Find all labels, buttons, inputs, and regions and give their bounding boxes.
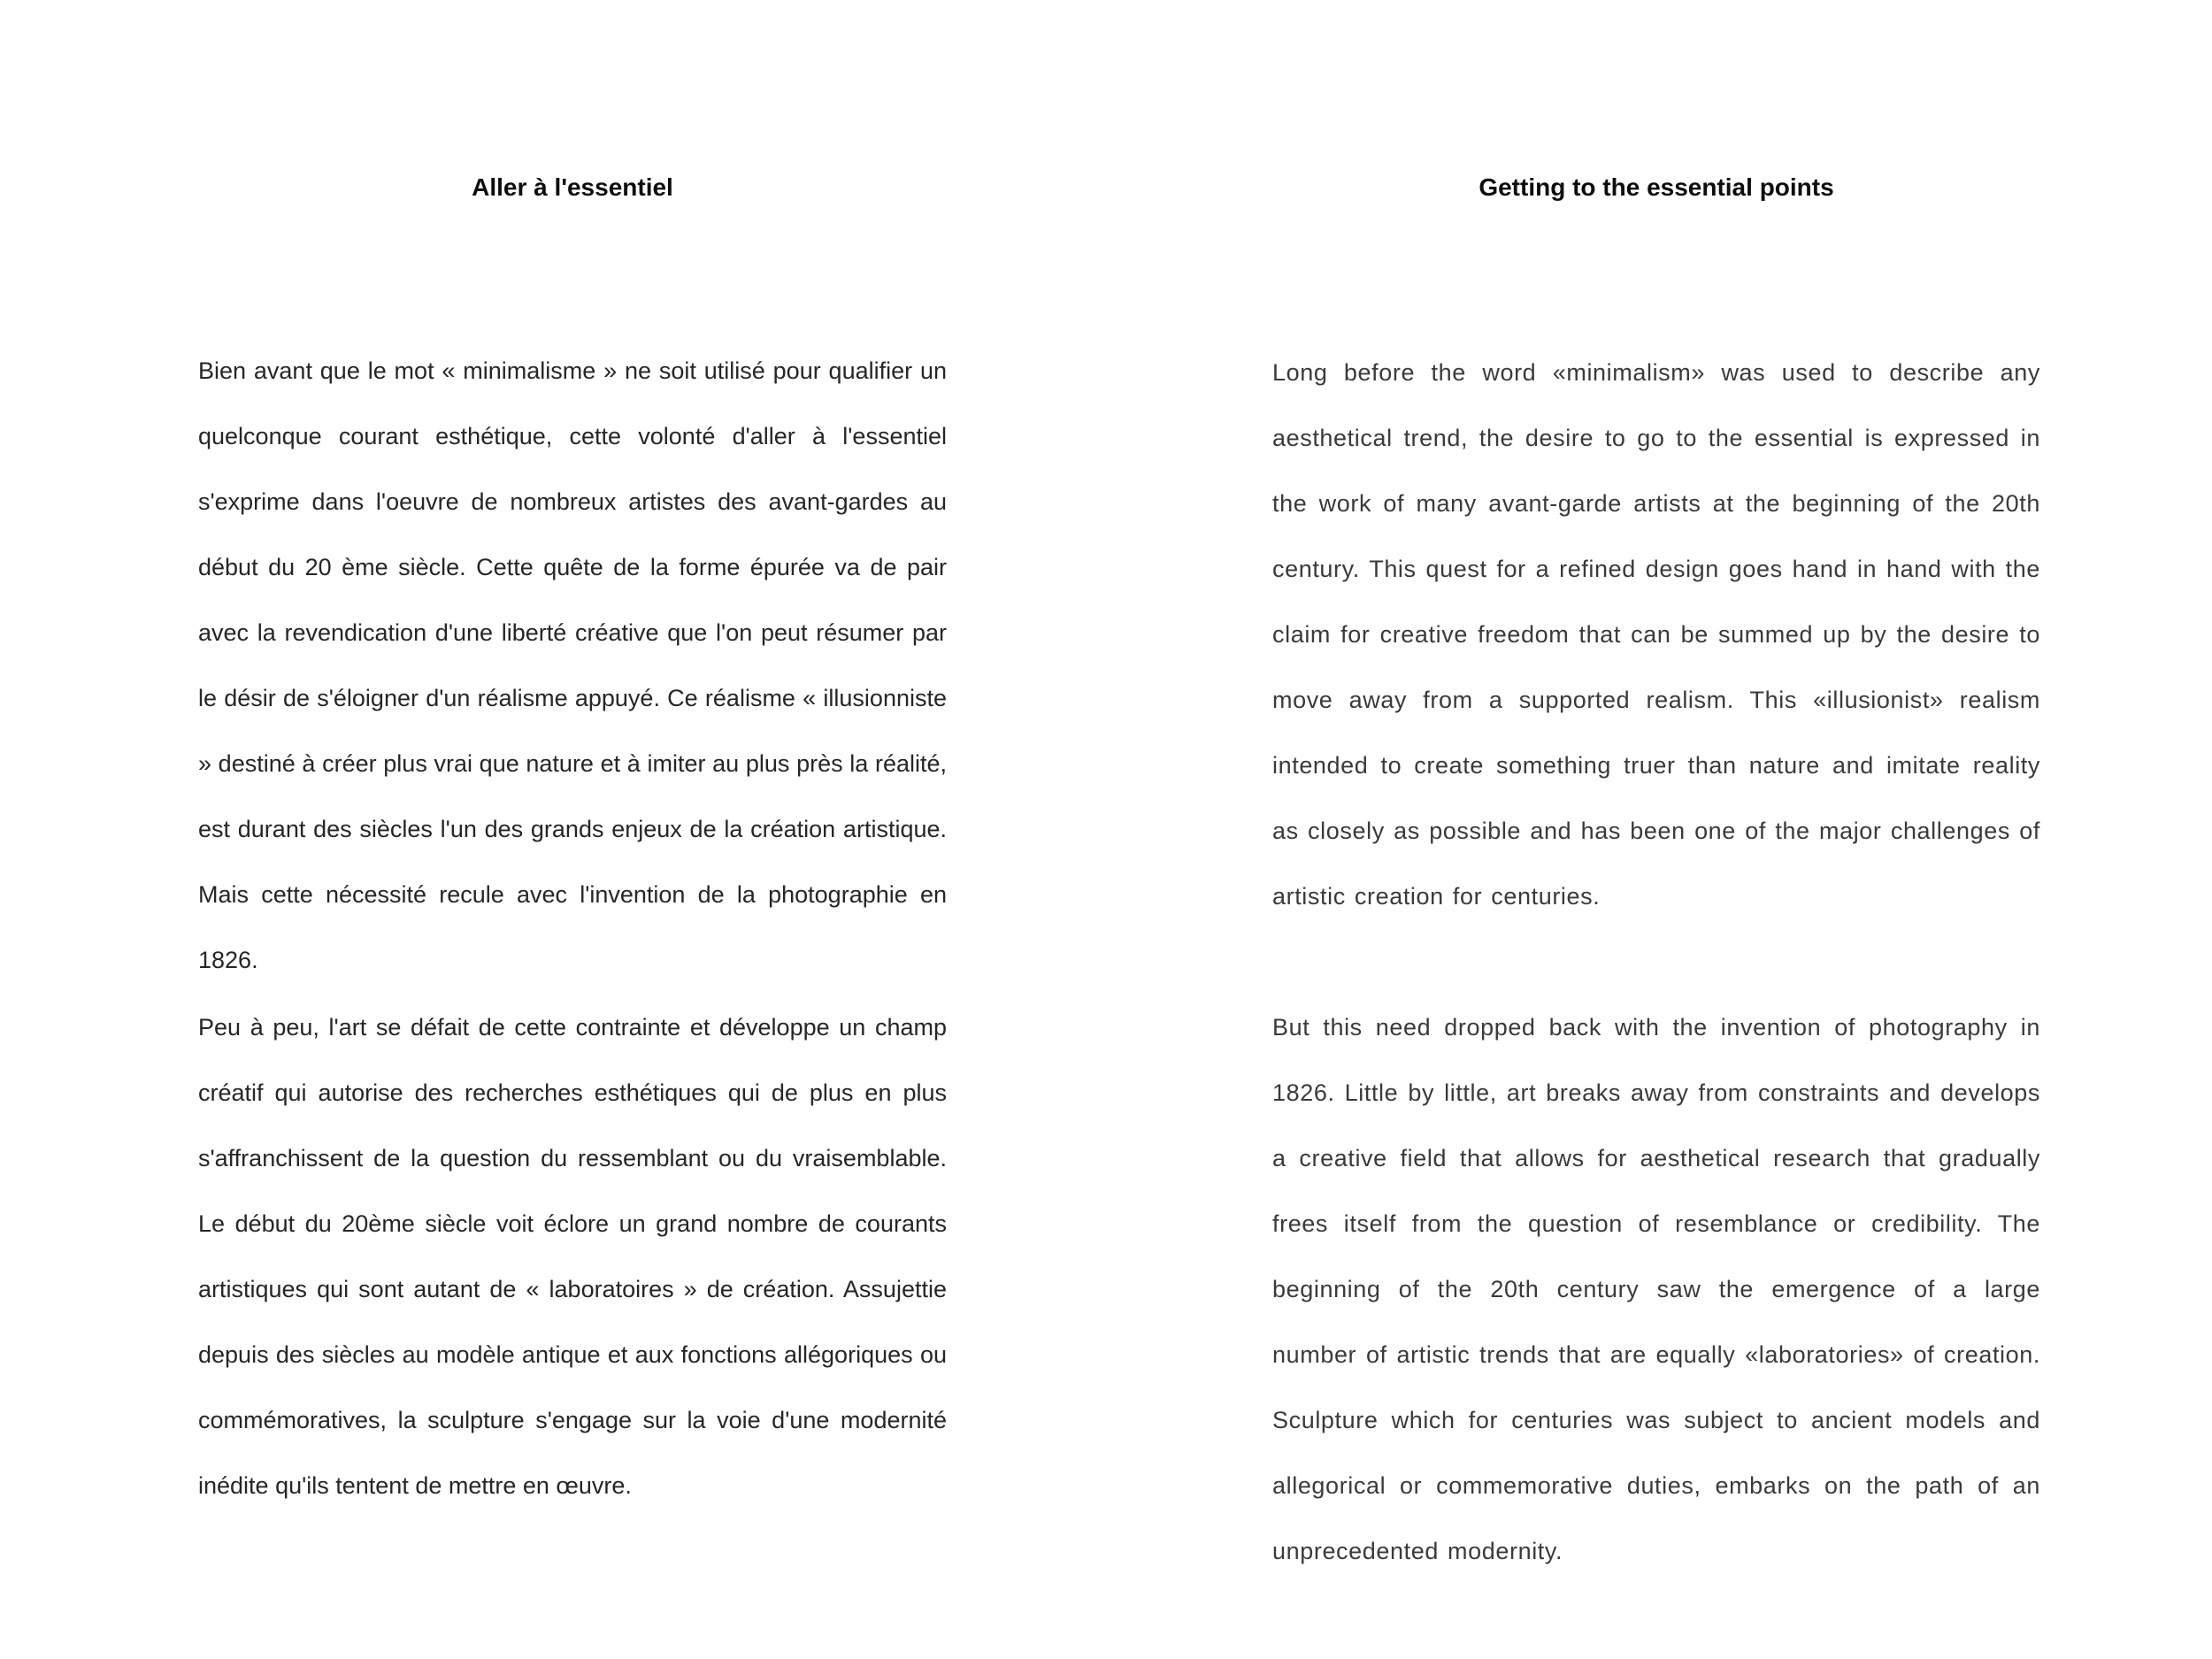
french-title: Aller à l'essentiel xyxy=(472,173,673,201)
english-title: Getting to the essential points xyxy=(1479,173,1834,201)
english-paragraph-1: Long before the word «minimalism» was used to describe any aesthetical trend, the desire to go to the essential is expressed in the work of many avant-garde artists at the beginning of the 20th century. This quest for a refined design goes hand in hand with the claim for creative freedom that can be summed up by the desire to move away from a supported realism. This «illusionist» realism intended to create something truer than nature and imitate reality as closely as possible and has been one of the major challenges of artistic creation for centuries. xyxy=(1272,359,2040,910)
french-paragraph-2: Peu à peu, l'art se défait de cette contrainte et développe un champ créatif qui autorise des recherches esthétiques qui de plus en plus s'affranchissent de la question du ressemblant ou du vraisemblable. Le début du 20ème siècle voit éclore un grand nombre de courants artistiques qui sont autant de « laboratoires » de création. Assujettie depuis des siècles au modèle antique et aux fonctions allégoriques ou commémoratives, la sculpture s'engage sur la voie d'une modernité inédite qu'ils tentent de mettre en œuvre. xyxy=(198,1014,947,1499)
english-paragraph-2: But this need dropped back with the invention of photography in 1826. Little by little, art breaks away from constraints and develops a creative field that allows for aesthetical research that gradually frees itself from the question of resemblance or credibility. The beginning of the 20th century saw the emergence of a large number of artistic trends that are equally «laboratories» of creation. Sculpture which for centuries was subject to ancient models and allegorical or commemorative duties, embarks on the path of an unprecedented modernity. xyxy=(1272,1014,2040,1564)
french-paragraph-1: Bien avant que le mot « minimalisme » ne soit utilisé pour qualifier un quelconque courant esthétique, cette volonté d'aller à l'essentiel s'exprime dans l'oeuvre de nombreux artistes des avant-gardes au début du 20 ème siècle. Cette quête de la forme épurée va de pair avec la revendication d'une liberté créative que l'on peut résumer par le désir de s'éloigner d'un réalisme appuyé. Ce réalisme « illusionniste » destiné à créer plus vrai que nature et à imiter au plus près la réalité, est durant des siècles l'un des grands enjeux de la création artistique. Mais cette nécessité recule avec l'invention de la photographie en 1826. xyxy=(198,357,947,973)
